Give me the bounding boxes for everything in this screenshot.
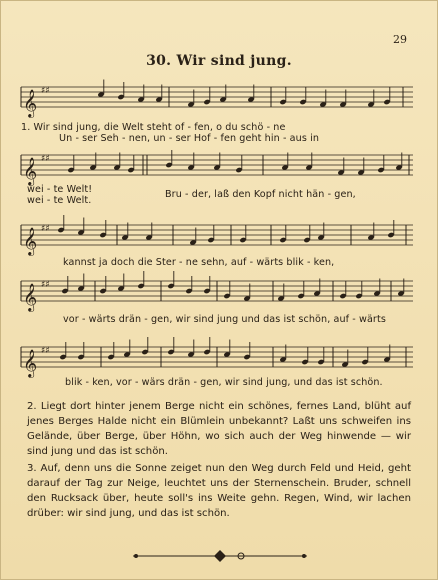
page-number: 29 xyxy=(393,33,407,46)
note-icon xyxy=(117,274,124,292)
lyric-line-1b: Un - ser Seh - nen, un - ser Hof - fen geht hin - aus in xyxy=(59,133,320,144)
note-icon xyxy=(223,340,230,358)
music-staff-5 xyxy=(21,341,413,381)
treble-clef-icon: 𝄞 xyxy=(23,157,38,185)
lyric-line-2c: Bru - der, laß den Kopf nicht hän - gen, xyxy=(165,189,356,200)
note-icon xyxy=(167,337,174,355)
treble-clef-icon: 𝄞 xyxy=(23,89,38,117)
note-icon xyxy=(223,281,230,299)
verse-3: 3. Auf, denn uns die Sonne zeiget nun den Weg durch Feld und Heid, geht darauf der Tag zur Neige, leuchtet uns der Sternenschein. Bruder, schnell den Rucksack über, heute soll's ins Weite gehn. Regen, Wind, wir lachen drüber: wir sind jung, und das ist schön. xyxy=(27,463,411,519)
note-icon xyxy=(279,225,286,243)
music-staff-1 xyxy=(21,81,413,121)
note-icon xyxy=(99,220,106,238)
note-icon xyxy=(127,155,134,173)
lyric-line-2b: wei - te Welt. xyxy=(27,195,92,206)
note-icon xyxy=(57,215,64,233)
note-icon xyxy=(167,271,174,289)
note-icon xyxy=(239,225,246,243)
note-icon xyxy=(317,347,324,365)
lyric-line-1a: 1. Wir sind jung, die Welt steht of - fen, o du schö - ne xyxy=(21,122,286,133)
note-icon xyxy=(97,80,104,98)
treble-clef-icon: 𝄞 xyxy=(23,283,38,311)
lyric-line-4: vor - wärts drän - gen, wir sind jung und das ist schön, auf - wärts xyxy=(63,314,386,325)
key-signature-icon: ♯♯ xyxy=(41,86,50,96)
note-icon xyxy=(297,281,304,299)
key-signature-icon: ♯♯ xyxy=(41,224,50,234)
note-icon xyxy=(67,155,74,173)
key-signature-icon: ♯♯ xyxy=(41,280,50,290)
ornament-divider xyxy=(133,549,307,563)
song-title: 30. Wir sind jung. xyxy=(146,53,292,69)
lyric-line-3: kannst ja doch die Ster - ne sehn, auf - wärts blik - ken, xyxy=(63,257,335,268)
note-icon xyxy=(123,340,130,358)
music-staff-2 xyxy=(21,149,413,189)
note-icon xyxy=(77,218,84,236)
note-icon xyxy=(203,276,210,294)
music-staff-3 xyxy=(21,219,413,259)
note-icon xyxy=(361,347,368,365)
note-icon xyxy=(355,281,362,299)
note-icon xyxy=(279,87,286,105)
note-icon xyxy=(383,87,390,105)
note-icon xyxy=(207,225,214,243)
music-staff-4 xyxy=(21,275,413,315)
note-icon xyxy=(99,276,106,294)
note-icon xyxy=(299,87,306,105)
note-icon xyxy=(77,342,84,360)
note-icon xyxy=(61,276,68,294)
key-signature-icon: ♯♯ xyxy=(41,346,50,356)
note-icon xyxy=(301,347,308,365)
key-signature-icon: ♯♯ xyxy=(41,154,50,164)
verse-2: 2. Liegt dort hinter jenem Berge nicht ein schönes, fernes Land, blüht auf jenes Berges Halde nicht ein Blümlein unbekannt? Laßt uns schweifen ins Gelände, über Berge, über Höhn, wo sich auch der Weg hinwende — wir sind jung und das ist schön. xyxy=(27,401,411,457)
note-icon xyxy=(107,342,114,360)
note-icon xyxy=(235,155,242,173)
lyric-line-5: blik - ken, vor - wärs drän - gen, wir sind jung, und das ist schön. xyxy=(65,377,383,388)
note-icon xyxy=(377,155,384,173)
note-icon xyxy=(77,274,84,292)
note-icon xyxy=(59,342,66,360)
note-icon xyxy=(203,337,210,355)
treble-clef-icon: 𝄞 xyxy=(23,227,38,255)
note-icon xyxy=(141,337,148,355)
note-icon xyxy=(185,276,192,294)
note-icon xyxy=(137,271,144,289)
note-icon xyxy=(117,82,124,100)
note-icon xyxy=(165,150,172,168)
note-icon xyxy=(187,340,194,358)
note-icon xyxy=(303,225,310,243)
note-icon xyxy=(203,87,210,105)
lyric-line-2a: wei - te Welt! xyxy=(27,184,93,195)
note-icon xyxy=(243,342,250,360)
note-icon xyxy=(387,220,394,238)
treble-clef-icon: 𝄞 xyxy=(23,349,38,377)
note-icon xyxy=(339,281,346,299)
